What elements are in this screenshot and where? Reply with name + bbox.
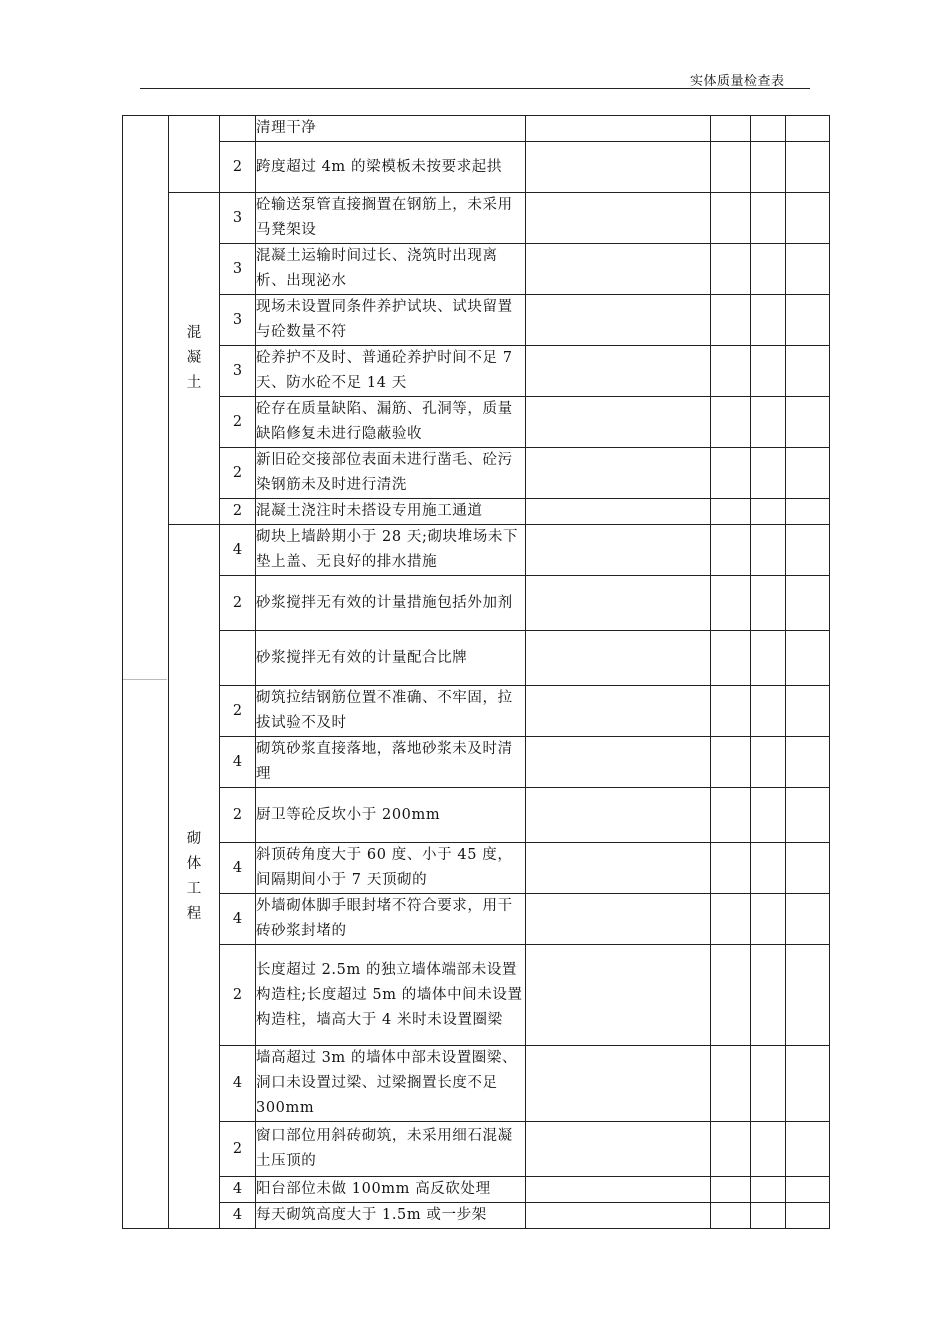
- check-result-cell: [526, 193, 711, 244]
- table-row: [123, 894, 830, 945]
- item-description: 砂浆搅拌无有效的计量措施包括外加剂: [256, 576, 526, 631]
- check-result-cell: [526, 737, 711, 788]
- check-result-cell: [526, 576, 711, 631]
- table-row: [123, 525, 830, 576]
- check-mark-cell-c: [786, 737, 830, 788]
- score-cell: 2: [220, 788, 256, 843]
- check-result-cell: [526, 1046, 711, 1122]
- item-description: 砌筑拉结钢筋位置不准确、不牢固，拉拔试验不及时: [256, 686, 526, 737]
- check-mark-cell-c: [786, 499, 830, 525]
- item-description: 混凝土浇注时未搭设专用施工通道: [256, 499, 526, 525]
- score-cell: 4: [220, 843, 256, 894]
- check-mark-cell-b: [751, 843, 786, 894]
- table-row: [123, 945, 830, 1046]
- check-mark-cell-c: [786, 1122, 830, 1177]
- check-mark-cell-b: [751, 576, 786, 631]
- check-mark-cell-a: [711, 448, 751, 499]
- score-cell: 4: [220, 1177, 256, 1203]
- category-label-masonry: 砌体工程: [186, 830, 202, 922]
- check-mark-cell-c: [786, 295, 830, 346]
- check-mark-cell-a: [711, 1203, 751, 1229]
- table-row: [123, 788, 830, 843]
- item-description: 外墙砌体脚手眼封堵不符合要求，用干砖砂浆封堵的: [256, 894, 526, 945]
- check-mark-cell-a: [711, 116, 751, 142]
- check-mark-cell-b: [751, 397, 786, 448]
- category-label-concrete: 混凝土: [186, 325, 202, 391]
- check-result-cell: [526, 116, 711, 142]
- check-mark-cell-a: [711, 788, 751, 843]
- check-mark-cell-c: [786, 244, 830, 295]
- check-mark-cell-a: [711, 631, 751, 686]
- item-description: 每天砌筑高度大于 1.5m 或一步架: [256, 1203, 526, 1229]
- check-result-cell: [526, 788, 711, 843]
- table-row: [123, 295, 830, 346]
- category-cell-masonry: [169, 525, 220, 1229]
- check-mark-cell-c: [786, 945, 830, 1046]
- item-description: 阳台部位未做 100mm 高反砍处理: [256, 1177, 526, 1203]
- check-mark-cell-a: [711, 525, 751, 576]
- item-description: 砌块上墙龄期小于 28 天;砌块堆场未下垫上盖、无良好的排水措施: [256, 525, 526, 576]
- check-mark-cell-c: [786, 397, 830, 448]
- check-mark-cell-b: [751, 295, 786, 346]
- score-cell: [220, 116, 256, 142]
- score-cell: 2: [220, 448, 256, 499]
- score-cell: 2: [220, 945, 256, 1046]
- check-mark-cell-c: [786, 788, 830, 843]
- score-cell: 4: [220, 525, 256, 576]
- check-mark-cell-b: [751, 737, 786, 788]
- check-mark-cell-b: [751, 525, 786, 576]
- item-description: 砼养护不及时、普通砼养护时间不足 7 天、防水砼不足 14 天: [256, 346, 526, 397]
- check-result-cell: [526, 142, 711, 193]
- score-cell: 3: [220, 244, 256, 295]
- check-mark-cell-b: [751, 499, 786, 525]
- score-cell: [220, 631, 256, 686]
- table-row: [123, 1177, 830, 1203]
- check-mark-cell-a: [711, 1122, 751, 1177]
- check-mark-cell-c: [786, 525, 830, 576]
- check-mark-cell-c: [786, 1177, 830, 1203]
- check-mark-cell-b: [751, 631, 786, 686]
- check-mark-cell-a: [711, 397, 751, 448]
- check-result-cell: [526, 1177, 711, 1203]
- check-result-cell: [526, 499, 711, 525]
- check-mark-cell-b: [751, 788, 786, 843]
- score-cell: 3: [220, 295, 256, 346]
- item-description: 跨度超过 4m 的梁模板未按要求起拱: [256, 142, 526, 193]
- item-description: 长度超过 2.5m 的独立墙体端部未设置构造柱;长度超过 5m 的墙体中间未设置构造柱，墙高大于 4 米时未设置圈梁: [256, 945, 526, 1046]
- check-mark-cell-a: [711, 576, 751, 631]
- check-mark-cell-c: [786, 1046, 830, 1122]
- item-description: 窗口部位用斜砖砌筑，未采用细石混凝土压顶的: [256, 1122, 526, 1177]
- item-description: 砌筑砂浆直接落地，落地砂浆未及时清理: [256, 737, 526, 788]
- check-result-cell: [526, 448, 711, 499]
- check-mark-cell-b: [751, 448, 786, 499]
- check-mark-cell-b: [751, 686, 786, 737]
- category-cell-formwork: [169, 116, 220, 193]
- check-mark-cell-a: [711, 244, 751, 295]
- check-mark-cell-a: [711, 843, 751, 894]
- check-mark-cell-b: [751, 193, 786, 244]
- check-mark-cell-c: [786, 1203, 830, 1229]
- outer-index-cell: [123, 116, 169, 1229]
- item-description: 新旧砼交接部位表面未进行凿毛、砼污染钢筋未及时进行清洗: [256, 448, 526, 499]
- table-row: [123, 686, 830, 737]
- check-mark-cell-c: [786, 193, 830, 244]
- table-row: [123, 576, 830, 631]
- check-mark-cell-a: [711, 142, 751, 193]
- check-mark-cell-a: [711, 737, 751, 788]
- table-row: [123, 1203, 830, 1229]
- check-result-cell: [526, 346, 711, 397]
- category-cell-concrete: [169, 193, 220, 525]
- item-description: 砂浆搅拌无有效的计量配合比牌: [256, 631, 526, 686]
- check-mark-cell-b: [751, 116, 786, 142]
- check-mark-cell-a: [711, 193, 751, 244]
- check-result-cell: [526, 894, 711, 945]
- check-mark-cell-b: [751, 244, 786, 295]
- check-mark-cell-c: [786, 894, 830, 945]
- check-result-cell: [526, 1122, 711, 1177]
- check-result-cell: [526, 945, 711, 1046]
- table-row: [123, 1122, 830, 1177]
- score-cell: 3: [220, 193, 256, 244]
- check-result-cell: [526, 686, 711, 737]
- item-description: 砼输送泵管直接搁置在钢筋上，未采用马凳架设: [256, 193, 526, 244]
- score-cell: 2: [220, 576, 256, 631]
- score-cell: 4: [220, 894, 256, 945]
- check-mark-cell-c: [786, 448, 830, 499]
- check-mark-cell-b: [751, 1203, 786, 1229]
- check-mark-cell-a: [711, 945, 751, 1046]
- check-mark-cell-b: [751, 894, 786, 945]
- score-cell: 2: [220, 686, 256, 737]
- item-description: 清理干净: [256, 116, 526, 142]
- check-result-cell: [526, 631, 711, 686]
- check-mark-cell-a: [711, 499, 751, 525]
- check-mark-cell-b: [751, 945, 786, 1046]
- item-description: 混凝土运输时间过长、浇筑时出现离析、出现泌水: [256, 244, 526, 295]
- check-mark-cell-c: [786, 116, 830, 142]
- score-cell: 3: [220, 346, 256, 397]
- score-cell: 4: [220, 737, 256, 788]
- header-rule: [140, 88, 810, 89]
- table-row: [123, 244, 830, 295]
- check-mark-cell-a: [711, 346, 751, 397]
- check-mark-cell-a: [711, 686, 751, 737]
- score-cell: 2: [220, 1122, 256, 1177]
- table-row: [123, 499, 830, 525]
- score-cell: 2: [220, 499, 256, 525]
- table-row: [123, 346, 830, 397]
- outer-column-seam: [123, 679, 167, 680]
- item-description: 墙高超过 3m 的墙体中部未设置圈梁、洞口未设置过梁、过梁搁置长度不足 300mm: [256, 1046, 526, 1122]
- check-mark-cell-b: [751, 142, 786, 193]
- check-mark-cell-a: [711, 894, 751, 945]
- table-row: [123, 397, 830, 448]
- item-description: 砼存在质量缺陷、漏筋、孔洞等，质量缺陷修复未进行隐蔽验收: [256, 397, 526, 448]
- table-row: [123, 737, 830, 788]
- check-mark-cell-a: [711, 295, 751, 346]
- check-result-cell: [526, 843, 711, 894]
- check-mark-cell-c: [786, 631, 830, 686]
- check-mark-cell-a: [711, 1177, 751, 1203]
- table-row: [123, 1046, 830, 1122]
- check-mark-cell-b: [751, 346, 786, 397]
- check-mark-cell-c: [786, 686, 830, 737]
- table-row: [123, 843, 830, 894]
- check-result-cell: [526, 244, 711, 295]
- score-cell: 4: [220, 1203, 256, 1229]
- score-cell: 2: [220, 397, 256, 448]
- table-row: [123, 448, 830, 499]
- document-header-title: 实体质量检查表: [690, 74, 785, 89]
- table-row: [123, 193, 830, 244]
- table-row: [123, 631, 830, 686]
- score-cell: 2: [220, 142, 256, 193]
- item-description: 现场未设置同条件养护试块、试块留置与砼数量不符: [256, 295, 526, 346]
- item-description: 斜顶砖角度大于 60 度、小于 45 度，间隔期间小于 7 天顶砌的: [256, 843, 526, 894]
- table-row: [123, 142, 830, 193]
- check-mark-cell-b: [751, 1122, 786, 1177]
- check-result-cell: [526, 1203, 711, 1229]
- check-mark-cell-c: [786, 346, 830, 397]
- check-mark-cell-b: [751, 1177, 786, 1203]
- check-mark-cell-a: [711, 1046, 751, 1122]
- check-mark-cell-b: [751, 1046, 786, 1122]
- table-row: [123, 116, 830, 142]
- item-description: 厨卫等砼反坎小于 200mm: [256, 788, 526, 843]
- inspection-table: [122, 115, 830, 1229]
- check-result-cell: [526, 397, 711, 448]
- score-cell: 4: [220, 1046, 256, 1122]
- check-mark-cell-c: [786, 576, 830, 631]
- check-result-cell: [526, 525, 711, 576]
- check-mark-cell-c: [786, 142, 830, 193]
- check-result-cell: [526, 295, 711, 346]
- check-mark-cell-c: [786, 843, 830, 894]
